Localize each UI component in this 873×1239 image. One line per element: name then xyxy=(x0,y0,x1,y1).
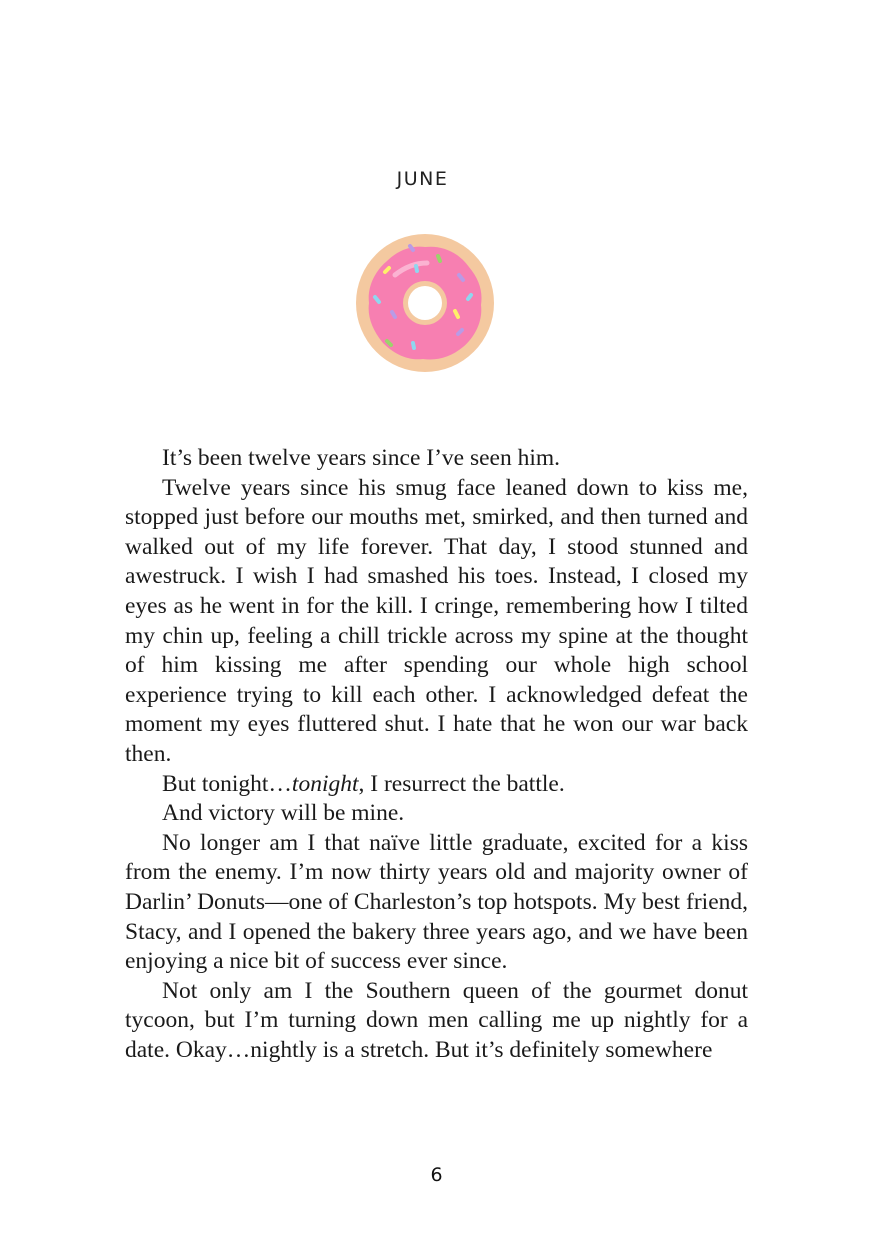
paragraph-rest: , I resurrect the battle. xyxy=(358,770,565,797)
chapter-title: JUNE xyxy=(396,168,449,190)
emphasized-word: tonight xyxy=(291,770,359,797)
paragraph: Not only am I the Southern queen of the gourmet donut tycoon, but I’m turning down men calling me up nightly for a date. Okay…nightly is a stretch. But it’s definitely somewhere xyxy=(125,977,748,1063)
paragraph-lead: But tonight… xyxy=(162,770,292,797)
paragraph: And victory will be mine. xyxy=(162,800,405,827)
donut-icon xyxy=(355,233,495,373)
chapter-body xyxy=(125,444,748,1065)
paragraph: It’s been twelve years since I’ve seen him. xyxy=(162,445,561,471)
paragraph xyxy=(125,770,748,800)
paragraph: Twelve years since his smug face leaned down to kiss me, stopped just before our mouths met, smirked, and then turned and walked out of my life forever. That day, I stood stunned and awestruck. I wish I had smashed his toes. Instead, I closed my eyes as he went in for the kill. I cringe, remembering how I tilted my chin up, feeling a chill trickle across my spine at the thought of him kissing me after spending our whole high school experience trying to kill each other. I acknowledged defeat the moment my eyes fluttered shut. I hate that he won our war back then. xyxy=(125,474,748,767)
paragraph: No longer am I that naïve little graduate, excited for a kiss from the enemy. I’m now thirty years old and majority owner of Darlin’ Donuts—one of Charleston’s top hotspots. My best friend, Stacy, and I opened the bakery three years ago, and we have been enjoying a nice bit of success ever since. xyxy=(125,829,748,975)
page-number: 6 xyxy=(430,1164,443,1186)
